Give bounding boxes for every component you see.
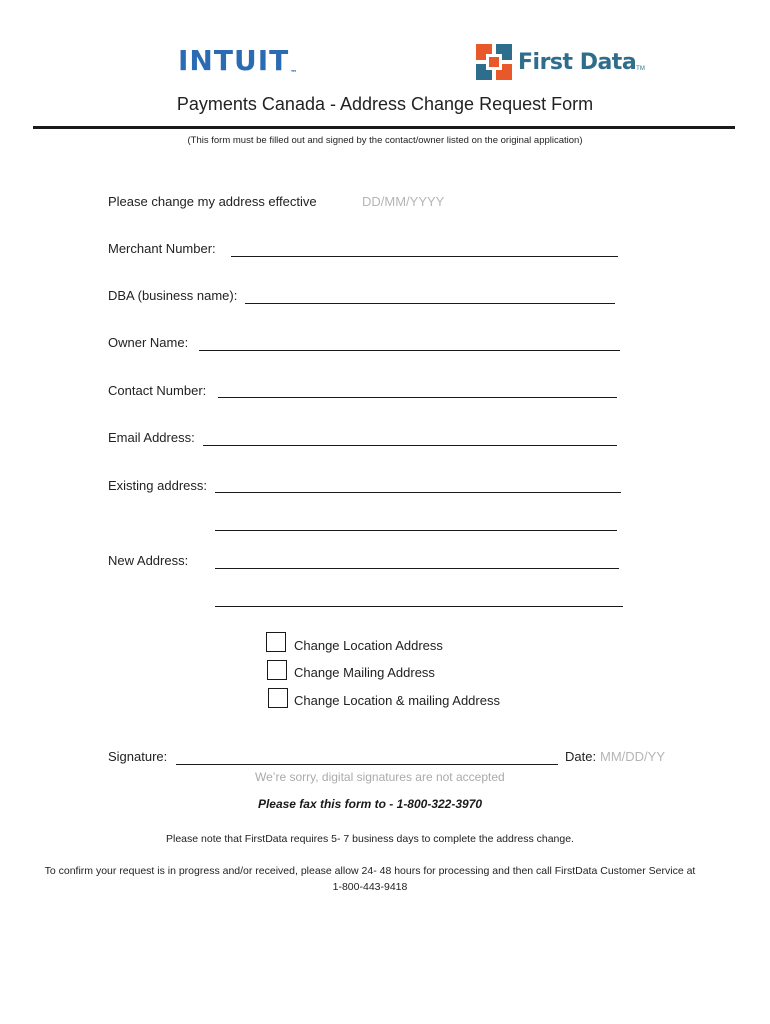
dba-label: DBA (business name): — [108, 288, 238, 303]
contact-number-label: Contact Number: — [108, 383, 207, 398]
fax-instruction: Please fax this form to - 1-800-322-3970 — [257, 797, 483, 811]
header-divider — [33, 126, 735, 129]
email-label: Email Address: — [108, 430, 195, 445]
existing-address-field-line2[interactable] — [215, 530, 617, 531]
intuit-logo-text: INTUIT — [178, 44, 290, 77]
owner-name-label: Owner Name: — [108, 335, 189, 350]
existing-address-label: Existing address: — [108, 478, 207, 493]
date-label: Date: — [565, 749, 597, 764]
signature-label: Signature: — [108, 749, 168, 764]
new-address-label: New Address: — [108, 553, 189, 568]
processing-note: Please note that FirstData requires 5- 7 business days to complete the address change. — [166, 833, 574, 845]
firstdata-trademark: TM — [636, 66, 645, 72]
change-location-mailing-checkbox[interactable] — [268, 688, 288, 708]
signature-field[interactable] — [176, 764, 558, 765]
firstdata-logo-text: First Data — [518, 49, 637, 75]
change-location-label: Change Location Address — [294, 638, 443, 653]
change-location-mailing-label: Change Location & mailing Address — [294, 693, 500, 708]
form-subtitle: (This form must be filled out and signed by the contact/owner listed on the original application) — [187, 135, 583, 146]
merchant-number-field[interactable] — [231, 256, 618, 257]
merchant-number-label: Merchant Number: — [108, 241, 216, 256]
date-input[interactable]: MM/DD/YY — [600, 749, 665, 764]
change-location-checkbox[interactable] — [266, 632, 286, 652]
new-address-field-line1[interactable] — [215, 568, 619, 569]
new-address-field-line2[interactable] — [215, 606, 623, 607]
effective-date-input[interactable]: DD/MM/YYYY — [362, 194, 445, 209]
confirm-note: To confirm your request is in progress and/or received, please allow 24- 48 hours for processing and then call FirstData Customer Service at 1-800-443-9418 — [44, 865, 696, 893]
intuit-trademark: ™ — [290, 69, 299, 77]
email-field[interactable] — [203, 445, 617, 446]
change-mailing-checkbox[interactable] — [267, 660, 287, 680]
firstdata-mark-icon — [476, 44, 512, 80]
owner-name-field[interactable] — [199, 350, 620, 351]
change-mailing-label: Change Mailing Address — [294, 665, 435, 680]
firstdata-logo — [476, 44, 645, 80]
dba-field[interactable] — [245, 303, 615, 304]
effective-date-label: Please change my address effective — [108, 194, 317, 209]
intuit-logo — [178, 44, 298, 77]
form-title: Payments Canada - Address Change Request Form — [176, 94, 594, 114]
signature-notice: We’re sorry, digital signatures are not accepted — [255, 770, 505, 784]
contact-number-field[interactable] — [218, 397, 617, 398]
existing-address-field-line1[interactable] — [215, 492, 621, 493]
